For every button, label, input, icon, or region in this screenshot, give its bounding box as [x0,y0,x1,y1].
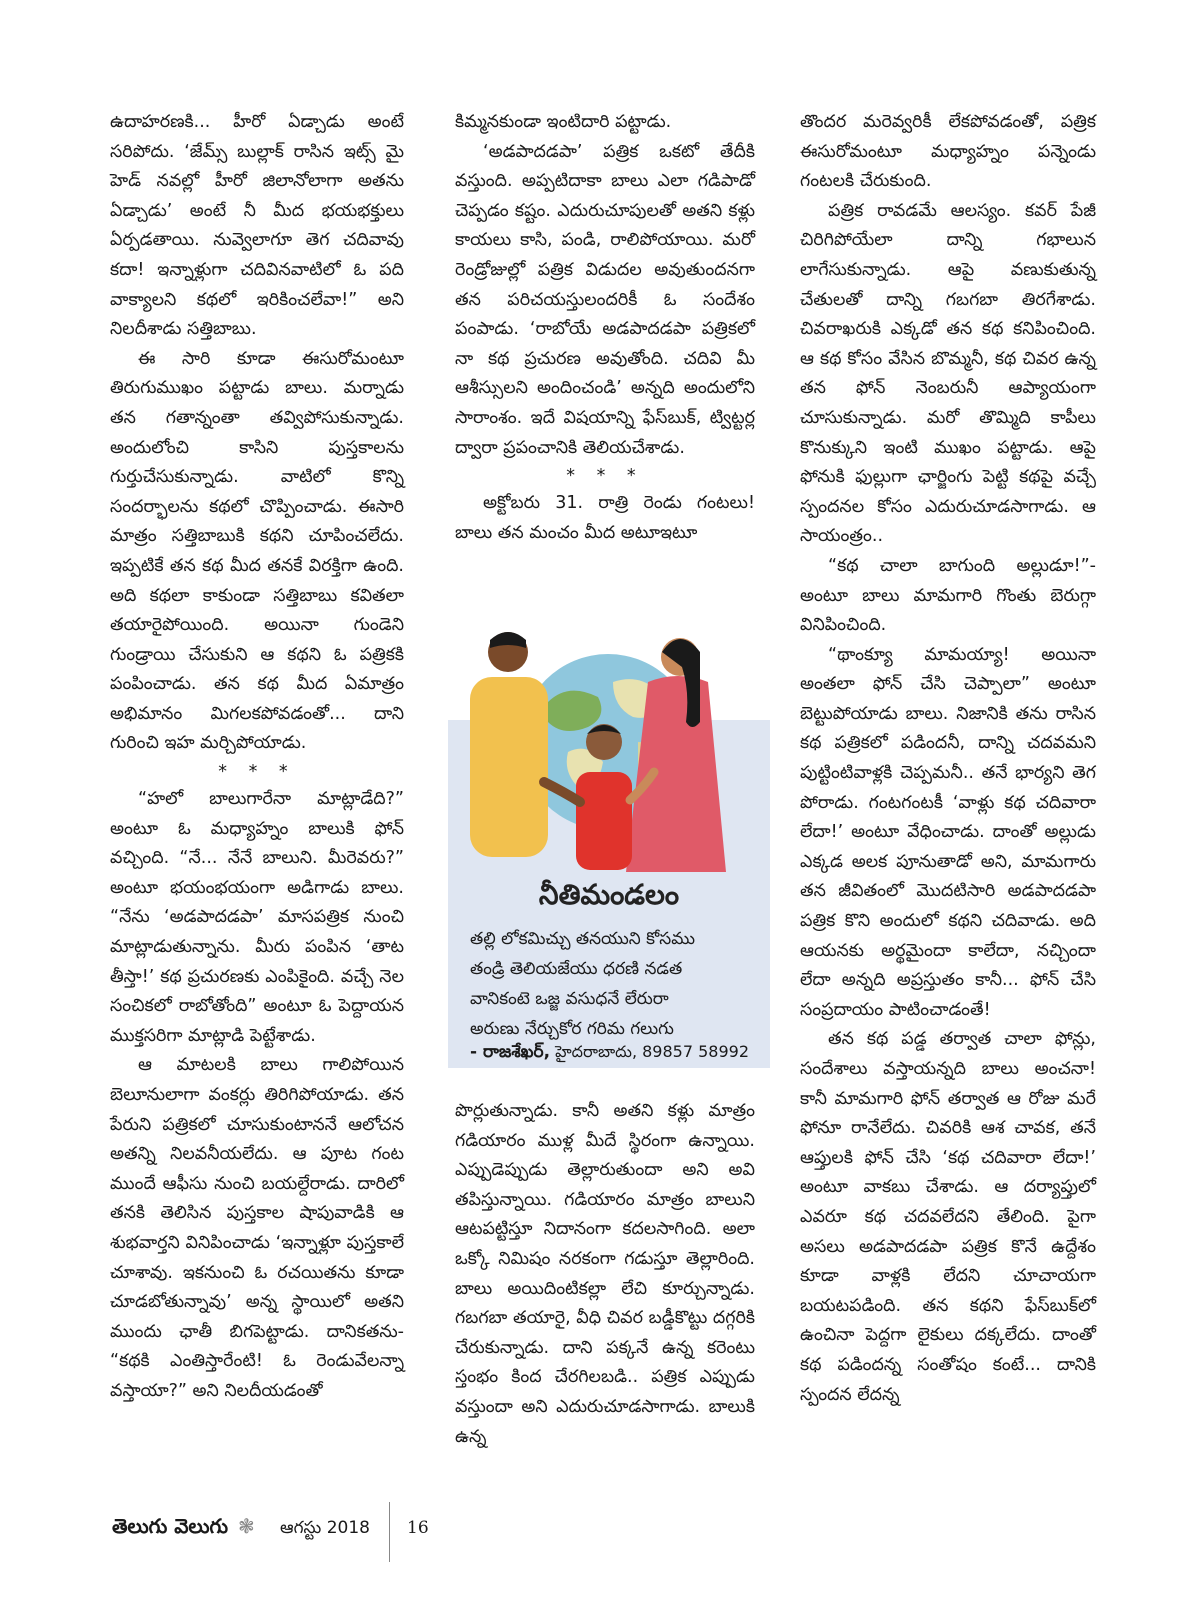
section-break: * * * [566,466,644,487]
paragraph: కిమ్మనకుండా ఇంటిదారి పట్టాడు. [455,112,672,132]
flower-icon: ❃ [238,1514,255,1538]
paragraph: “కథ చాలా బాగుంది అల్లుడూ!”- అంటూ బాలు మామగారి గొంతు బెరుగ్గా వినిపించింది. [800,555,1096,636]
page-number: 16 [407,1518,429,1538]
poem-line: అరుణు నేర్చుకోర గరిమ గలుగు [470,1019,674,1039]
magazine-name: తెలుగు వెలుగు [112,1514,229,1538]
paragraph: ఆ మాటలకి బాలు గాలిపోయిన బెలూనులాగా వంకర్లు తిరిగిపోయాడు. తన పేరుని పత్రికలో చూసుకుంటాననే ఆలోచన అతన్ని నిలవనీయలేదు. ఆ పూట గంట ముందే ఆఫీసు నుంచి బయల్దేరాడు. దారిలో తనకి తెలిసిన పుస్తకాల షాపువాడికి ఆ శుభవార్తని వినిపించాడు ‘ఇన్నాళ్లూ పుస్తకాలే చూశావు. ఇకనుంచి ఓ రచయితను కూడా చూడబోతున్నావు’ అన్న స్థాయిలో అతని ముందు ఛాతీ బిగపెట్టాడు. దానికతను- “కథకి ఎంతిస్తారేంటి! ఓ రెండువేలన్నా వస్తాయా?” అని నిలదీయడంతో [110,1055,404,1401]
paragraph: తొందర మరెవ్వరికీ లేకపోవడంతో, పత్రిక ఈసురోమంటూ మధ్యాహ్నం పన్నెండు గంటలకి చేరుకుంది. [800,112,1096,192]
poem-box [448,622,770,1068]
paragraph: “థాంక్యూ మామయ్యా! అయినా అంతలా ఫోన్ చేసి చెప్పాలా” అంటూ బెట్టుపోయాడు బాలు. నిజానికి తను రాసిన కథ పత్రికలో పడిందనీ, దాన్ని చదవమని పుట్టింటివాళ్లకి చెప్పమనీ.. తనే భార్యని తెగ పోరాడు. గంటగంటకీ ‘వాళ్లు కథ చదివారా లేదా!’ అంటూ వేధించాడు. దాంతో అల్లుడు ఎక్కడ అలక పూనుతాడో అని, మామగారు తన జీవితంలో మొదటిసారి అడపాదడపా పత్రిక కొని అందులో కథని చదివాడు. అది ఆయనకు అర్థమైందా కాలేదా, నచ్చిందా లేదా అన్నది అప్రస్తుతం కానీ... ఫోన్ చేసి సంప్రదాయం పాటించాడంతే! [800,644,1096,1020]
family-globe-illustration [448,622,770,882]
paragraph: ఈ సారి కూడా ఈసురోమంటూ తిరుగుముఖం పట్టాడు బాలు. మర్నాడు తన గతాన్నంతా తవ్విపోసుకున్నాడు. అందులోంచి కాసిని పుస్తకాలను గుర్తుచేసుకున్నాడు. వాటిలో కొన్ని సందర్భాలను కథలో చొప్పించాడు. ఈసారి మాత్రం సత్తిబాబుకి కథని చూపించలేదు. ఇప్పటికే తన కథ మీద తనకే విరక్తిగా ఉంది. అది కథలా కాకుండా సత్తిబాబు కవితలా తయారైపోయింది. అయినా గుండెని గుండ్రాయి చేసుకుని ఆ కథని ఓ పత్రికకి పంపించాడు. తన కథ మీద ఏమాత్రం అభిమానం మిగలకపోవడంతో... దాని గురించి ఇహ మర్చిపోయాడు. [110,348,404,754]
page-footer [112,1512,712,1552]
poem-author-details: హైదరాబాదు, 89857 58992 [555,1042,750,1061]
poem-line: తల్లి లోకమిచ్చు తనయుని కోసము [470,929,696,949]
column-2-top [455,108,755,548]
poem-line: వానికంటె ఒజ్జ వసుధనే లేరురా [470,989,669,1009]
paragraph: తన కథ పడ్డ తర్వాత చాలా ఫోన్లు, సందేశాలు వస్తాయన్నది బాలు అంచనా! కానీ మామగారి ఫోన్ తర్వాత ఆ రోజు మరే ఫోనూ రానేలేదు. చివరికి ఆశ చావక, తనే ఆప్తులకి ఫోన్ చేసి ‘కథ చదివారా లేదా!’ అంటూ వాకబు చేశాడు. ఆ దర్యాప్తులో ఎవరూ కథ చదవలేదని తేలింది. పైగా అసలు అడపాదడపా పత్రిక కొనే ఉద్దేశం కూడా వాళ్లకి లేదని చూచాయగా బయటపడింది. తన కథని ఫేస్‌బుక్‌లో ఉంచినా పెద్దగా లైకులు దక్కలేదు. దాంతో కథ పడిందన్న సంతోషం కంటే... దానికి స్పందన లేదన్న [800,1029,1096,1405]
paragraph: అక్టోబరు 31. రాత్రి రెండు గంటలు! బాలు తన మంచం మీద అటూఇటూ [455,493,755,543]
column-2-bottom [455,1097,755,1452]
column-3 [800,108,1096,1410]
footer-divider [389,1502,390,1562]
poem-credit [470,1042,770,1066]
paragraph: పత్రిక రావడమే ఆలస్యం. కవర్ పేజీ చిరిగిపోయేలా దాన్ని గభాలున లాగేసుకున్నాడు. ఆపై వణుకుతున్న చేతులతో దాన్ని గబగబా తిరగేశాడు. చివరాఖరుకి ఎక్కడో తన కథ కనిపించింది. ఆ కథ కోసం వేసిన బొమ్మనీ, కథ చివర ఉన్న తన ఫోన్ నెంబరునీ ఆప్యాయంగా చూసుకున్నాడు. మరో తొమ్మిది కాపీలు కొనుక్కుని ఇంటి ముఖం పట్టాడు. ఆపై ఫోనుకి ఫుల్లుగా ఛార్జింగు పెట్టి కథపై వచ్చే స్పందనల కోసం ఎదురుచూడసాగాడు. ఆ సాయంత్రం.. [800,200,1096,547]
section-break: * * * [218,762,296,783]
poem-author: - రాజశేఖర్, [470,1042,551,1062]
paragraph: “హలో బాలుగారేనా మాట్లాడేది?” అంటూ ఓ మధ్యాహ్నం బాలుకి ఫోన్ వచ్చింది. “నే... నేనే బాలుని. మీరెవరు?” అంటూ భయంభయంగా అడిగాడు బాలు. “నేను ‘అడపాదడపా’ మాసపత్రిక నుంచి మాట్లాడుతున్నాను. మీరు పంపిన ‘తాట తీస్తా!’ కథ ప్రచురణకు ఎంపికైంది. వచ్చే నెల సంచికలో రాబోతోంది” అంటూ ఓ పెద్దాయన ముక్తసరిగా మాట్లాడి పెట్టేశాడు. [110,789,404,1046]
column-1 [110,108,404,1407]
poem-line: తండ్రి తెలియజేయు ధరణి నడత [470,959,683,979]
son-shirt [576,772,632,870]
father-shirt [470,677,548,857]
poem-verses [470,924,760,1044]
paragraph: ‘అడపాదడపా’ పత్రిక ఒకటో తేదీకి వస్తుంది. అప్పటిదాకా బాలు ఎలా గడిపాడో చెప్పడం కష్టం. ఎదురుచూపులతో అతని కళ్లు కాయలు కాసి, పండి, రాలిపోయాయి. మరో రెండ్రోజుల్లో పత్రిక విడుదల అవుతుందనగా తన పరిచయస్తులందరికీ ఓ సందేశం పంపాడు. ‘రాబోయే అడపాదడపా పత్రికలో నా కథ ప్రచురణ అవుతోంది. చదివి మీ ఆశీస్సులని అందించండి’ అన్నది అందులోని సారాంశం. ఇదే విషయాన్ని ఫేస్‌బుక్, ట్విట్టర్ల ద్వారా ప్రపంచానికి తెలియచేశాడు. [455,141,755,458]
poem-title: నీతిమండలం [538,878,680,911]
paragraph: పొర్లుతున్నాడు. కానీ అతని కళ్లు మాత్రం గడియారం ముళ్ల మీదే స్థిరంగా ఉన్నాయి. ఎప్పుడెప్పుడు తెల్లారుతుందా అని అవి తపిస్తున్నాయి. గడియారం మాత్రం బాలుని ఆటపట్టిస్తూ నిదానంగా కదలసాగింది. అలా ఒక్కో నిమిషం నరకంగా గడుస్తూ తెల్లారింది. బాలు అయిదింటికల్లా లేచి కూర్చున్నాడు. గబగబా తయారై, వీధి చివర బడ్డీకొట్టు దగ్గరికి చేరుకున్నాడు. దాని పక్కనే ఉన్న కరెంటు స్తంభం కింద చేరగిలబడి.. పత్రిక ఎప్పుడు వస్తుందా అని ఎదురుచూడసాగాడు. బాలుకి ఉన్న [455,1101,755,1447]
issue-date: ఆగస్టు 2018 [280,1518,370,1538]
paragraph: ఉదాహరణకి... హీరో ఏడ్చాడు అంటే సరిపోదు. ‘జేమ్స్ బుల్లాక్ రాసిన ఇట్స్ మై హెడ్ నవల్లో హీరో జిలానోలాగా అతను ఏడ్చాడు’ అంటే నీ మీద భయభక్తులు ఏర్పడతాయి. నువ్వెలాగూ తెగ చదివావు కదా! ఇన్నాళ్లుగా చదివినవాటిలో ఓ పది వాక్యాలని కథలో ఇరికించలేవా!” అని నిలదీశాడు సత్తిబాబు. [110,112,404,340]
